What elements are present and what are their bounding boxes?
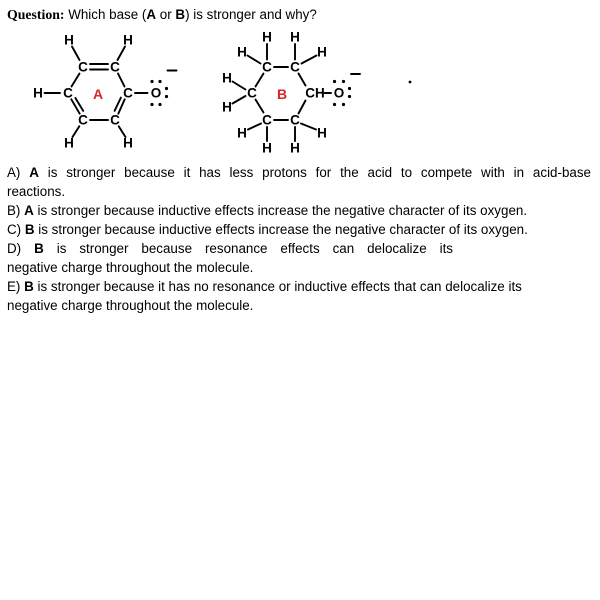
bond-line: [248, 56, 261, 64]
option-a-prefix: A): [7, 165, 21, 180]
atom-label-c: C: [123, 85, 133, 101]
stray-dot: [409, 81, 412, 84]
option-d-line-1: [7, 239, 453, 258]
option-a-line-1: [7, 163, 591, 182]
lone-pair-dot: [333, 80, 336, 83]
atom-label-h: H: [237, 125, 247, 141]
option-a-line-2: reactions.: [7, 184, 66, 199]
option-b-bold: A: [24, 203, 34, 218]
lone-pair-dot: [158, 103, 161, 106]
question-base-b: B: [175, 7, 186, 22]
option-d-text: is stronger because resonance effects can delocalize its: [56, 241, 453, 256]
atom-label-c: C: [110, 112, 120, 128]
atom-label-h: H: [123, 135, 133, 151]
atom-label-c: C: [63, 85, 73, 101]
atom-label-c: C: [262, 59, 272, 75]
atom-label-ch: CH: [305, 85, 325, 101]
option-c-bold: B: [24, 222, 35, 237]
option-d-bold: B: [34, 241, 44, 256]
option-a-text: is stronger because it has less protons for the acid to compete with in acid-base: [47, 165, 591, 180]
bond-line: [233, 82, 246, 90]
atom-label-h: H: [317, 44, 327, 60]
atom-label-c: C: [290, 112, 300, 128]
option-e-text: is stronger because it has no resonance or inductive effects that can delocalize its: [37, 279, 522, 294]
option-c-line: [7, 220, 597, 239]
answer-options: [7, 163, 597, 315]
bond-line: [301, 124, 316, 130]
bond-line: [118, 47, 126, 61]
molecule-b-cyclohexoxide: [222, 30, 360, 156]
atom-label-h: H: [64, 32, 74, 48]
question-seg5: ) is stronger and why?: [185, 7, 317, 22]
lone-pair-dot: [333, 103, 336, 106]
atom-label-h: H: [222, 99, 232, 115]
ring-label-b: B: [276, 86, 288, 102]
option-a-bold: A: [29, 165, 39, 180]
question-seg1: Which base (: [64, 7, 147, 22]
atom-label-h: H: [290, 140, 300, 156]
option-c-text: is stronger because inductive effects increase the negative character of its oxygen.: [38, 222, 528, 237]
option-b-prefix: B): [7, 203, 21, 218]
lone-pair-dot: [165, 95, 168, 98]
atom-label-h: H: [33, 85, 43, 101]
atom-label-h: H: [64, 135, 74, 151]
atom-label-o: O: [333, 85, 345, 101]
lone-pair-dot: [150, 103, 153, 106]
ring-label-a: A: [92, 86, 104, 102]
atom-label-h: H: [222, 70, 232, 86]
atom-label-c: C: [78, 112, 88, 128]
atom-label-c: C: [290, 59, 300, 75]
atom-label-h: H: [262, 140, 272, 156]
lone-pair-dot: [342, 80, 345, 83]
option-e-bold: B: [24, 279, 34, 294]
question-label: Question:: [7, 7, 65, 22]
atom-label-h: H: [317, 125, 327, 141]
bond-line: [302, 56, 317, 64]
bond-line: [248, 124, 261, 130]
question-base-a: A: [146, 7, 157, 22]
atom-label-h: H: [290, 29, 300, 45]
atom-label-o: O: [150, 85, 162, 101]
bond-line: [72, 47, 80, 61]
option-d-prefix: D): [7, 241, 22, 256]
question-seg3: or: [156, 7, 176, 22]
lone-pair-dot: [348, 95, 351, 98]
atom-label-c: C: [110, 59, 120, 75]
option-e-line-1: [7, 277, 597, 296]
option-b-text: is stronger because inductive effects increase the negative character of its oxygen.: [37, 203, 528, 218]
bond-line: [299, 74, 306, 86]
atom-label-c: C: [78, 59, 88, 75]
bond-line: [233, 96, 246, 104]
option-e-prefix: E): [7, 279, 21, 294]
atom-label-h: H: [123, 32, 133, 48]
option-b-line: [7, 201, 597, 220]
option-d-line-2: negative charge throughout the molecule.: [7, 260, 254, 275]
atom-label-h: H: [262, 29, 272, 45]
lone-pair-dot: [150, 80, 153, 83]
atom-label-c: C: [262, 112, 272, 128]
option-c-prefix: C): [7, 222, 22, 237]
lone-pair-dot: [342, 103, 345, 106]
atom-label-h: H: [237, 44, 247, 60]
molecule-diagrams: [0, 0, 600, 165]
lone-pair-dot: [165, 87, 168, 90]
option-e-line-2: negative charge throughout the molecule.: [7, 298, 254, 313]
atom-label-c: C: [247, 85, 257, 101]
molecule-a-phenoxide: [33, 33, 176, 151]
lone-pair-dot: [158, 80, 161, 83]
bond-line: [256, 100, 264, 113]
lone-pair-dot: [348, 87, 351, 90]
